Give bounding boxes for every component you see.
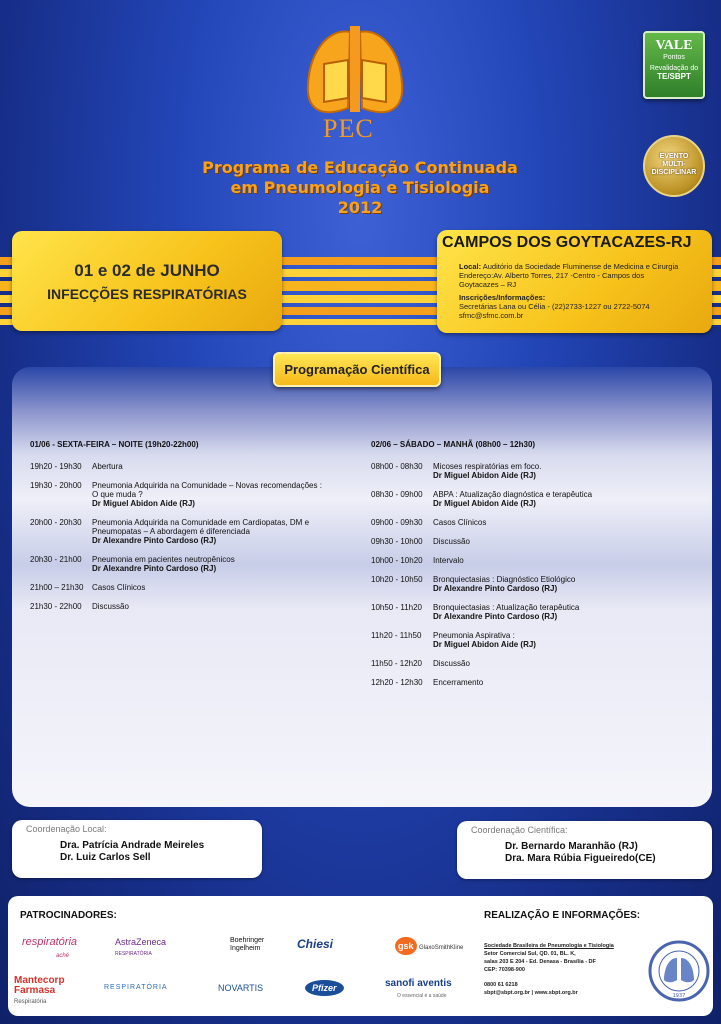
session-time: 08h30 - 09h00 (371, 490, 423, 499)
sbpt-contact: Sociedade Brasileira de Pneumologia e Tisiologia Setor Comercial Sul, QD. 01, BL. K, salas 203 E 204 - Ed. Denasa - Brasília - DF CEP: 70398-900 0800 61 6218 sbpt@sbpt.org.br | www.sbpt.org.br (484, 943, 614, 996)
session-topic: Abertura (92, 462, 123, 471)
logo-novartis: NOVARTIS (218, 983, 264, 993)
session-topic: Encerramento (433, 678, 484, 687)
session-topic: Micoses respiratórias em foco. Dr Miguel Abidon Aide (RJ) (433, 462, 691, 480)
vale-pontos-badge: VALE Pontos Revalidação do TE/SBPT (643, 31, 705, 99)
schedule-row (371, 575, 691, 593)
patrocinadores-title: PATROCINADORES: (20, 910, 117, 921)
session-time: 09h30 - 10h00 (371, 537, 423, 546)
programacao-cientifica-label: Programação Científica (273, 352, 441, 387)
session-speaker: Dr Miguel Abidon Aide (RJ) (433, 471, 536, 480)
session-topic: Discussão (433, 537, 470, 546)
schedule-row (371, 490, 691, 508)
session-topic: Bronquiectasias : Atualização terapêutica Dr Alexandre Pinto Cardoso (RJ) (433, 603, 691, 621)
logo-sanofi-aventis: sanofi aventis O essencial é a saúde (385, 978, 452, 999)
logo-boehringer: Boehringer Ingelheim (230, 937, 265, 952)
session-time: 10h50 - 11h20 (371, 603, 423, 612)
pec-lungs-logo (300, 22, 410, 127)
logo-pfizer: Pfizer (305, 980, 344, 996)
session-speaker: Dr Miguel Abidon Aide (RJ) (92, 499, 195, 508)
schedule-row (371, 631, 691, 649)
day2-header: 02/06 – SÁBADO – MANHÃ (08h00 – 12h30) (371, 440, 536, 449)
session-time: 12h20 - 12h30 (371, 678, 423, 687)
session-topic: Pneumonia em pacientes neutropênicos Dr Alexandre Pinto Cardoso (RJ) (92, 555, 360, 573)
session-speaker: Dr Alexandre Pinto Cardoso (RJ) (92, 536, 217, 545)
schedule-row (371, 518, 691, 527)
session-time: 10h20 - 10h50 (371, 575, 423, 584)
event-theme: INFECÇÕES RESPIRATÓRIAS (47, 286, 247, 302)
session-time: 19h30 - 20h00 (30, 481, 82, 490)
session-time: 21h00 – 21h30 (30, 583, 84, 592)
session-topic: Bronquiectasias : Diagnóstico Etiológico Dr Alexandre Pinto Cardoso (RJ) (433, 575, 691, 593)
session-time: 11h50 - 12h20 (371, 659, 423, 668)
session-speaker: Dr Alexandre Pinto Cardoso (RJ) (92, 564, 217, 573)
coordenacao-cientifica: Coordenação Científica: Dr. Bernardo Maranhão (RJ) Dra. Mara Rúbia Figueiredo(CE) (457, 821, 712, 879)
event-dates: 01 e 02 de JUNHO (74, 261, 220, 280)
evento-multidisciplinar-badge: EVENTO MULTI- DISCIPLINAR (643, 135, 705, 197)
session-time: 20h30 - 21h00 (30, 555, 82, 564)
event-date-box (12, 231, 282, 331)
schedule-row (30, 462, 360, 471)
schedule-row (371, 556, 691, 565)
session-time: 21h30 - 22h00 (30, 602, 82, 611)
sbpt-seal-year: 1937 (672, 993, 686, 999)
schedule-row (30, 518, 360, 545)
session-time: 19h20 - 19h30 (30, 462, 82, 471)
session-topic: Discussão (433, 659, 470, 668)
session-speaker: Dr Miguel Abidon Aide (RJ) (433, 640, 536, 649)
logo-gsk: gsk GlaxoSmithKline (395, 937, 463, 955)
session-topic: Pneumonia Aspirativa : Dr Miguel Abidon Aide (RJ) (433, 631, 691, 649)
schedule-row (30, 481, 360, 508)
schedule-row (371, 462, 691, 480)
pec-wordmark: PEC (323, 114, 374, 143)
session-time: 08h00 - 08h30 (371, 462, 423, 471)
session-topic: ABPA : Atualização diagnóstica e terapêutica Dr Miguel Abidon Aide (RJ) (433, 490, 691, 508)
coordenacao-local: Coordenação Local: Dra. Patrícia Andrade Meireles Dr. Luiz Carlos Sell (12, 820, 262, 878)
schedule-row (371, 537, 691, 546)
schedule-row (371, 678, 691, 687)
session-speaker: Dr Miguel Abidon Aide (RJ) (433, 499, 536, 508)
program-title: Programa de Educação Continuada em Pneumologia e Tisiologia 2012 (202, 158, 518, 217)
session-topic: Intervalo (433, 556, 464, 565)
day1-header: 01/06 - SEXTA-FEIRA – NOITE (19h20-22h00) (30, 440, 199, 449)
session-topic: Casos Clínicos (92, 583, 146, 592)
schedule-row (30, 555, 360, 573)
schedule-row (371, 603, 691, 621)
session-time: 11h20 - 11h50 (371, 631, 422, 640)
city-title: CAMPOS DOS GOYTACAZES-RJ (442, 234, 692, 251)
session-speaker: Dr Alexandre Pinto Cardoso (RJ) (433, 584, 558, 593)
schedule-row (371, 659, 691, 668)
session-time: 10h00 - 10h20 (371, 556, 423, 565)
location-box: CAMPOS DOS GOYTACAZES-RJ Local: Auditório da Sociedade Fluminense de Medicina e Cirurgia Endereço:Av. Alberto Torres, 217 -Centro - Campos dos Goytacazes – RJ Inscrições/Informações: Secretárias Lana ou Célia - (22)2733-1227 ou 2722-5074 sfmc@sfmc.com.br (437, 230, 712, 333)
schedule-row (30, 602, 360, 611)
schedule-row (30, 583, 360, 592)
session-speaker: Dr Alexandre Pinto Cardoso (RJ) (433, 612, 558, 621)
session-topic: Discussão (92, 602, 129, 611)
realizacao-title: REALIZAÇÃO E INFORMAÇÕES: (484, 910, 641, 921)
logo-chiesi: Chiesi (297, 937, 334, 951)
session-topic: Casos Clínicos (433, 518, 487, 527)
session-topic: Pneumonia Adquirida na Comunidade em Cardiopatas, DM e Pneumopatas – A abordagem é diferenciada Dr Alexandre Pinto Cardoso (RJ) (92, 518, 360, 545)
day1-schedule (30, 440, 360, 621)
session-time: 20h00 - 20h30 (30, 518, 82, 527)
session-topic: Pneumonia Adquirida na Comunidade – Novas recomendações : O que muda ? Dr Miguel Abidon Aide (RJ) (92, 481, 360, 508)
sbpt-seal-icon (648, 940, 710, 1002)
session-time: 09h00 - 09h30 (371, 518, 423, 527)
day2-schedule (371, 440, 691, 697)
logo-astrazeneca: AstraZeneca RESPIRATÓRIA (115, 937, 167, 957)
logo-mantecorp: Mantecorp Farmasa Respiratória (14, 975, 65, 1005)
logo-respiratoria-2: RESPIRATÓRIA (104, 984, 168, 991)
logo-respiratoria-ache: respiratória aché (22, 936, 78, 959)
